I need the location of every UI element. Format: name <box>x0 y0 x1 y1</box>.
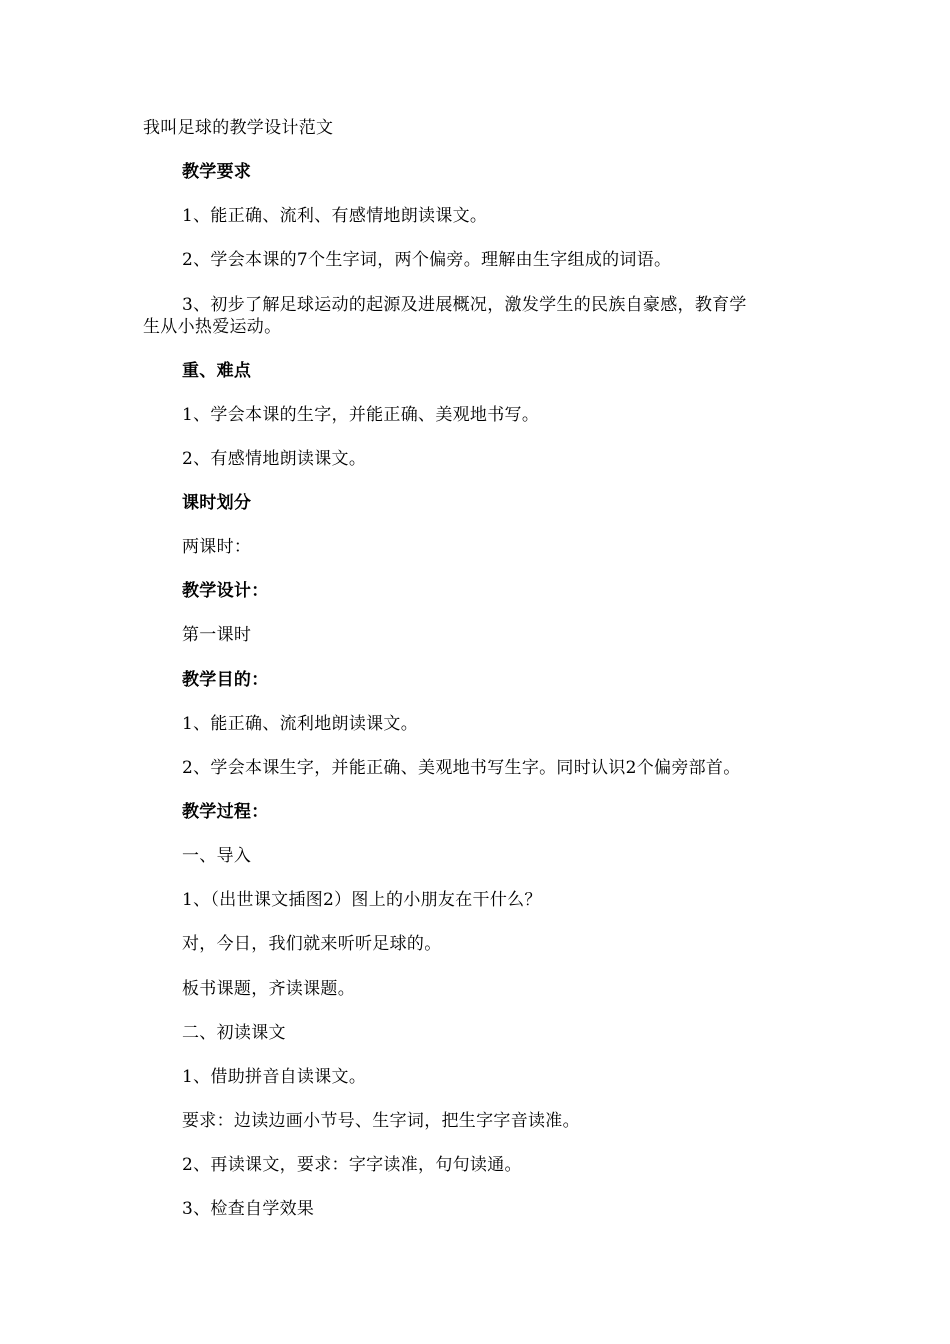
requirement-item: 1、能正确、流利、有感情地朗读课文。 <box>182 206 488 226</box>
key-points-heading: 重、难点 <box>182 361 252 381</box>
periods-text: 两课时： <box>182 537 252 557</box>
first-period-label: 第一课时 <box>182 625 252 645</box>
requirement-item: 3、初步了解足球运动的起源及进展概况，激发学生的民族自豪感，教育学 <box>182 295 747 315</box>
step-item: 1、（出世课文插图2）图上的小朋友在干什么？ <box>182 890 542 910</box>
requirement-item-continuation: 生从小热爱运动。 <box>143 317 282 337</box>
step-item: 2、再读课文，要求：字字读准，句句读通。 <box>182 1155 522 1175</box>
step-title: 二、初读课文 <box>182 1023 286 1043</box>
periods-heading: 课时划分 <box>182 493 252 513</box>
step-item: 1、借助拼音自读课文。 <box>182 1067 367 1087</box>
requirement-item: 2、学会本课的7个生字词，两个偏旁。理解由生字组成的词语。 <box>182 250 672 270</box>
step-title: 一、导入 <box>182 846 252 866</box>
key-point-item: 2、有感情地朗读课文。 <box>182 449 367 469</box>
goals-heading: 教学目的： <box>182 670 269 690</box>
requirements-heading: 教学要求 <box>182 162 252 182</box>
goal-item: 1、能正确、流利地朗读课文。 <box>182 714 419 734</box>
design-heading: 教学设计： <box>182 581 269 601</box>
step-item: 3、检查自学效果 <box>182 1199 315 1219</box>
key-point-item: 1、学会本课的生字，并能正确、美观地书写。 <box>182 405 540 425</box>
step-text: 板书课题，齐读课题。 <box>182 979 355 999</box>
step-text: 对，今日，我们就来听听足球的。 <box>182 934 442 954</box>
process-heading: 教学过程： <box>182 802 269 822</box>
step-text: 要求：边读边画小节号、生字词，把生字字音读准。 <box>182 1111 580 1131</box>
goal-item: 2、学会本课生字，并能正确、美观地书写生字。同时认识2个偏旁部首。 <box>182 758 741 778</box>
document-title: 我叫足球的教学设计范文 <box>143 118 334 138</box>
